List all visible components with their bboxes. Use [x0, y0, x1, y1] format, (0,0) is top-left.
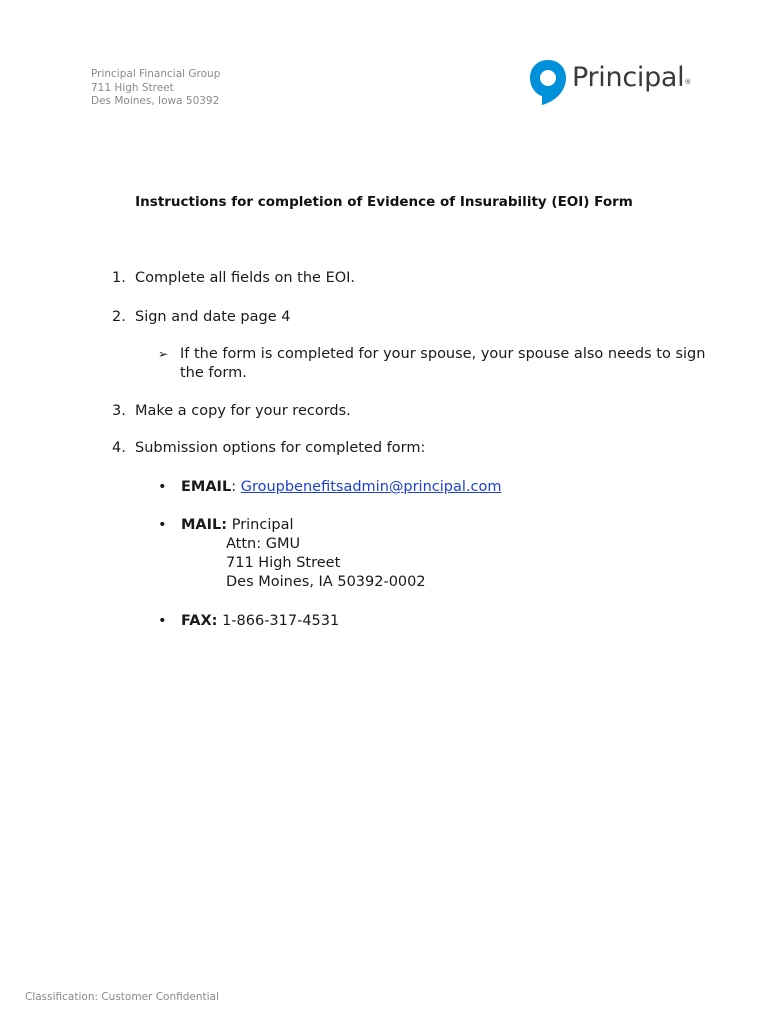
- address-line-city: Des Moines, Iowa 50392: [91, 95, 220, 107]
- step-text: Complete all fields on the EOI.: [135, 270, 356, 286]
- principal-logo-icon: [528, 58, 568, 106]
- mail-line-3: 711 High Street: [226, 555, 341, 571]
- step-number: 3.: [112, 403, 126, 419]
- arrow-bullet-icon: ➢: [158, 347, 169, 361]
- mail-address-block: [226, 535, 426, 592]
- sender-address: [91, 68, 220, 109]
- option-fax: [158, 612, 339, 631]
- email-label: EMAIL: [181, 479, 232, 495]
- fax-number: 1-866-317-4531: [222, 613, 340, 629]
- principal-logo: [528, 58, 708, 108]
- email-separator: :: [231, 479, 237, 495]
- option-email: [158, 478, 501, 497]
- step-text: Sign and date page 4: [135, 309, 291, 325]
- bullet-icon: •: [158, 613, 167, 629]
- address-line-street: 711 High Street: [91, 81, 174, 94]
- step-1: [112, 269, 355, 288]
- email-link[interactable]: Groupbenefitsadmin@principal.com: [240, 479, 502, 495]
- bullet-icon: •: [158, 479, 167, 495]
- step-3: [112, 402, 351, 421]
- step-2: [112, 308, 290, 327]
- step-number: 2.: [112, 309, 126, 325]
- spouse-note: [158, 345, 718, 383]
- classification-footer: Classification: Customer Confidential: [25, 991, 219, 1003]
- mail-line-2: Attn: GMU: [226, 536, 301, 552]
- address-line-company: Principal Financial Group: [91, 68, 221, 80]
- bullet-icon: •: [158, 517, 167, 533]
- step-text: Submission options for completed form:: [135, 440, 426, 456]
- document-title: Instructions for completion of Evidence of Insurability (EOI) Form: [135, 194, 633, 210]
- mail-line-4: Des Moines, IA 50392-0002: [226, 574, 426, 590]
- logo-registered-mark: ®: [684, 78, 692, 86]
- spouse-note-text: If the form is completed for your spouse, your spouse also needs to sign the form.: [180, 346, 706, 381]
- mail-line-1: Principal: [231, 517, 294, 533]
- logo-text: Principal: [572, 62, 685, 93]
- mail-label: MAIL:: [181, 517, 228, 533]
- step-4: [112, 439, 425, 458]
- fax-label: FAX:: [181, 613, 218, 629]
- logo-wordmark: [572, 62, 691, 94]
- step-number: 4.: [112, 440, 126, 456]
- step-number: 1.: [112, 270, 126, 286]
- step-text: Make a copy for your records.: [135, 403, 351, 419]
- option-mail: [158, 516, 294, 535]
